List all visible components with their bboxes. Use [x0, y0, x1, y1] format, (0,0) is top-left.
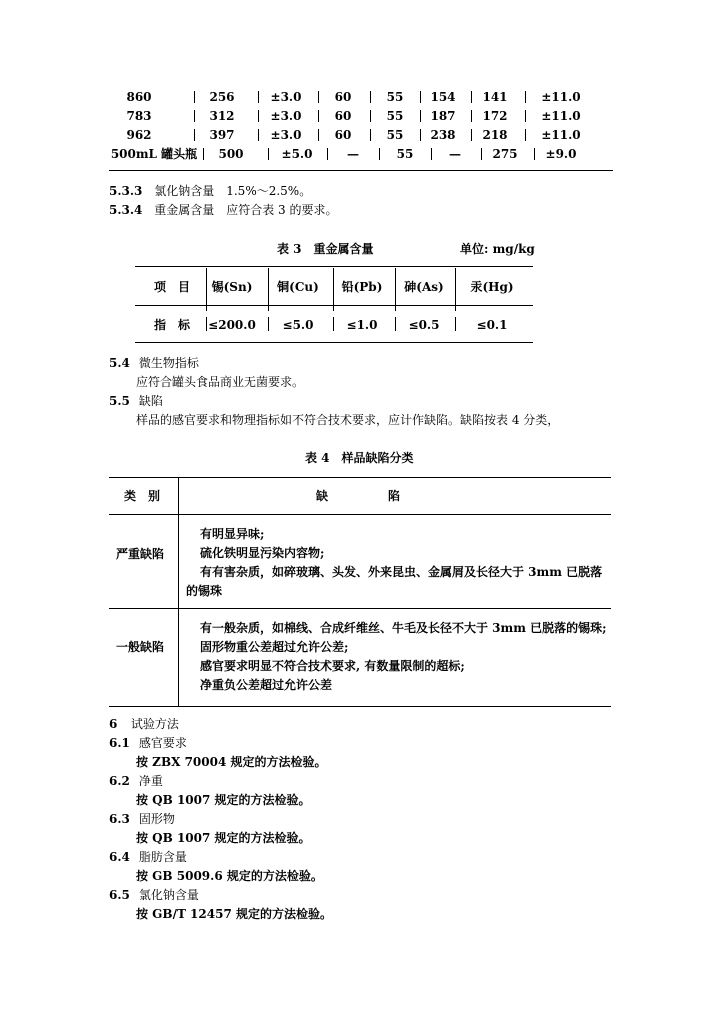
general-defect-label: 一般缺陷: [116, 640, 165, 654]
section-6: [109, 717, 179, 731]
general-defect-item: 有一般杂质，如棉线、合成纤维丝、牛毛及长径不大于 3mm 已脱落的锡珠;: [200, 621, 607, 635]
top-table-cell: 60: [334, 109, 352, 123]
top-table-row-label: 860: [126, 90, 152, 104]
top-table-column-divider: [194, 91, 195, 103]
section-title: 氯化钠含量: [138, 888, 199, 902]
top-table-column-divider: [431, 148, 432, 160]
top-table-cell: ±3.0: [270, 128, 302, 142]
top-table-cell: —: [347, 147, 359, 161]
section-title: 感官要求: [138, 736, 187, 750]
top-table-cell: 187: [430, 109, 456, 123]
table3-header-cell: 砷(As): [404, 280, 444, 294]
top-table-cell: 256: [209, 90, 235, 104]
top-table-cell: 238: [430, 128, 456, 142]
top-table-cell: 172: [482, 109, 508, 123]
section-title: 缺陷: [138, 394, 163, 408]
section-6-2: [109, 774, 163, 788]
top-table-column-divider: [370, 91, 371, 103]
top-table-column-divider: [525, 129, 526, 141]
table3-column-divider: [395, 268, 396, 311]
top-table-cell: ±11.0: [541, 128, 581, 142]
top-table-cell: —: [449, 147, 461, 161]
section-number: 6: [109, 717, 118, 731]
section-6-1-body: 按 ZBX 70004 规定的方法检验。: [136, 755, 327, 769]
general-defect-item: 固形物重公差超过允许公差;: [200, 640, 349, 654]
top-table-column-divider: [471, 91, 472, 103]
top-table-cell: ±3.0: [270, 109, 302, 123]
table3-column-divider: [395, 317, 396, 331]
section-number: 5.3.3: [109, 184, 143, 198]
section-number: 6.1: [109, 736, 130, 750]
section-number: 5.4: [109, 356, 130, 370]
table3-bottom-rule: [135, 342, 533, 343]
top-table-column-divider: [420, 110, 421, 122]
top-table-cell: 141: [482, 90, 508, 104]
top-table-row-label: 783: [126, 109, 152, 123]
table3-value-cell: ≤0.1: [476, 318, 508, 332]
table3-header-cell: 锡(Sn): [211, 280, 253, 294]
section-number: 6.4: [109, 850, 130, 864]
top-table-column-divider: [370, 129, 371, 141]
top-table-column-divider: [471, 129, 472, 141]
top-table-cell: 218: [482, 128, 508, 142]
top-table-column-divider: [318, 129, 319, 141]
top-table-column-divider: [471, 110, 472, 122]
table3-unit: 单位: mg/kg: [460, 242, 535, 256]
section-number: 6.2: [109, 774, 130, 788]
table3-column-divider: [206, 317, 207, 331]
table3-column-divider: [268, 317, 269, 331]
table4-header-rule: [109, 514, 611, 515]
table4-top-rule: [109, 477, 611, 478]
top-table-column-divider: [268, 148, 269, 160]
table3-column-divider: [268, 268, 269, 311]
top-table-column-divider: [318, 110, 319, 122]
table3-value-cell: ≤1.0: [346, 318, 378, 332]
section-5-4: [109, 356, 199, 370]
table3-column-divider: [455, 317, 456, 331]
section-title: 净重: [138, 774, 163, 788]
section-5-3-4: [109, 203, 338, 217]
top-table-cell: 55: [386, 128, 404, 142]
section-title: 固形物: [138, 812, 175, 826]
table3-header-cell: 铅(Pb): [341, 280, 383, 294]
top-table-column-divider: [420, 91, 421, 103]
serious-defect-label: 严重缺陷: [116, 547, 165, 561]
top-table-cell: 312: [209, 109, 235, 123]
section-text: 重金属含量 应符合表 3 的要求。: [154, 203, 338, 217]
section-6-2-body: 按 QB 1007 规定的方法检验。: [136, 793, 311, 807]
top-table-column-divider: [258, 91, 259, 103]
top-table-column-divider: [327, 148, 328, 160]
table4-bottom-rule: [109, 706, 611, 707]
top-table-cell: 55: [386, 90, 404, 104]
section-5-5-body: 样品的感官要求和物理指标如不符合技术要求，应计作缺陷。缺陷按表 4 分类，: [136, 413, 560, 427]
top-table-column-divider: [379, 148, 380, 160]
section-title: 试验方法: [130, 717, 179, 731]
table3-top-rule: [135, 266, 533, 267]
section-5-4-body: 应符合罐头食品商业无菌要求。: [136, 375, 305, 389]
table3-header-cell: 汞(Hg): [470, 280, 514, 294]
top-table-cell: 60: [334, 128, 352, 142]
top-table-column-divider: [258, 110, 259, 122]
top-table-row-label: 500mL 罐头瓶: [110, 147, 198, 161]
section-5-3-3: [109, 184, 311, 198]
top-table-bottom-rule: [109, 170, 613, 171]
top-table-cell: ±11.0: [541, 90, 581, 104]
top-table-column-divider: [203, 148, 204, 160]
table3-header-cell: 项 目: [153, 280, 190, 294]
top-table-column-divider: [370, 110, 371, 122]
top-table-cell: 500: [218, 147, 244, 161]
serious-defect-item: 硫化铁明显污染内容物;: [200, 546, 325, 560]
table3-column-divider: [333, 317, 334, 331]
general-defect-item: 净重负公差超过允许公差: [200, 678, 333, 692]
section-6-5: [109, 888, 199, 902]
top-table-column-divider: [481, 148, 482, 160]
serious-defect-item: 的锡珠: [186, 584, 223, 598]
table3-value-cell: ≤200.0: [208, 318, 256, 332]
table3-row-label: 指 标: [153, 318, 190, 332]
top-table-column-divider: [194, 110, 195, 122]
section-number: 5.3.4: [109, 203, 143, 217]
top-table-column-divider: [525, 110, 526, 122]
top-table-column-divider: [420, 129, 421, 141]
table3-mid-rule: [135, 305, 533, 306]
top-table-cell: ±9.0: [545, 147, 577, 161]
top-table-cell: 397: [209, 128, 235, 142]
top-table-column-divider: [258, 129, 259, 141]
table3-column-divider: [206, 268, 207, 311]
top-table-row-label: 962: [126, 128, 152, 142]
section-title: 脂肪含量: [138, 850, 187, 864]
general-defect-item: 感官要求明显不符合技术要求, 有数量限制的超标;: [200, 659, 465, 673]
table4-caption: 表 4 样品缺陷分类: [305, 451, 414, 465]
top-table-column-divider: [194, 129, 195, 141]
serious-defect-item: 有有害杂质，如碎玻璃、头发、外来昆虫、金属屑及长径大于 3mm 已脱落: [200, 565, 603, 579]
top-table-column-divider: [318, 91, 319, 103]
top-table-cell: 55: [386, 109, 404, 123]
section-6-4: [109, 850, 187, 864]
table4-header-defect: 缺 陷: [316, 489, 401, 503]
table3-value-cell: ≤5.0: [282, 318, 314, 332]
table4-mid-rule: [109, 608, 611, 609]
section-6-1: [109, 736, 187, 750]
top-table-column-divider: [534, 148, 535, 160]
table3-caption: 表 3 重金属含量: [277, 242, 374, 256]
top-table-cell: ±11.0: [541, 109, 581, 123]
section-6-3: [109, 812, 175, 826]
table3-value-cell: ≤0.5: [408, 318, 440, 332]
serious-defect-item: 有明显异味;: [200, 527, 265, 541]
table3-column-divider: [455, 268, 456, 311]
top-table-column-divider: [525, 91, 526, 103]
table4-column-divider: [178, 477, 179, 706]
top-table-cell: 60: [334, 90, 352, 104]
table3-header-cell: 铜(Cu): [277, 280, 319, 294]
section-number: 6.3: [109, 812, 130, 826]
section-number: 5.5: [109, 394, 130, 408]
table4-header-category: 类 别: [124, 489, 161, 503]
top-table-cell: 275: [492, 147, 518, 161]
section-number: 6.5: [109, 888, 130, 902]
section-5-5: [109, 394, 163, 408]
top-table-cell: 154: [430, 90, 456, 104]
section-title: 微生物指标: [138, 356, 199, 370]
section-6-5-body: 按 GB/T 12457 规定的方法检验。: [136, 907, 332, 921]
top-table-cell: ±3.0: [270, 90, 302, 104]
table3-column-divider: [333, 268, 334, 311]
section-text: 氯化钠含量 1.5%～2.5%。: [154, 184, 312, 198]
top-table-cell: 55: [396, 147, 414, 161]
section-6-3-body: 按 QB 1007 规定的方法检验。: [136, 831, 311, 845]
top-table-cell: ±5.0: [281, 147, 313, 161]
section-6-4-body: 按 GB 5009.6 规定的方法检验。: [136, 869, 323, 883]
